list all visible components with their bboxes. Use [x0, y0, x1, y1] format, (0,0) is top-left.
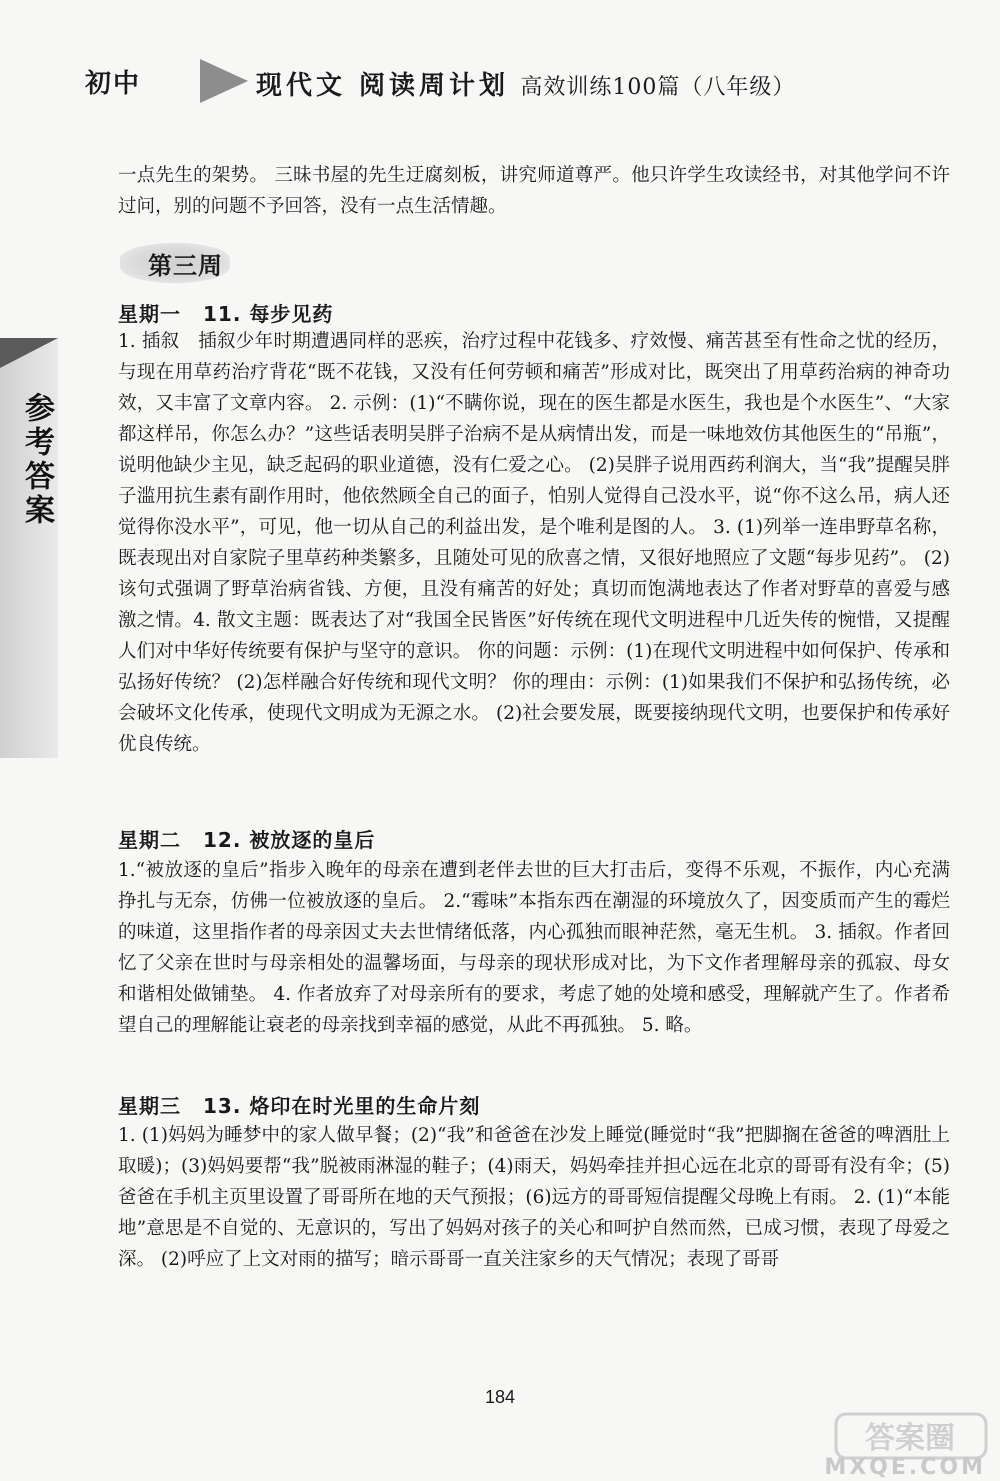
section-title: 13. 烙印在时光里的生命片刻 [203, 1094, 481, 1118]
section-day: 星期一 [118, 302, 181, 326]
header-title [256, 65, 795, 102]
section-answer-text: 1. 插叙 插叙少年时期遭遇同样的恶疾，治疗过程中花钱多、疗效慢、痛苦甚至有性命之忧的经历，与现在用草药治疗背花“既不花钱，又没有任何劳顿和痛苦”形成对比，既突出了用草药治病的神奇功效，又丰富了文章内容。 2. 示例：(1)“不瞒你说，现在的医生都是水医生，我也是个水医生”、“大家都这样吊，你怎么办？”这些话表明吴胖子治病不是从病情出发，而是一味地效仿其他医生的“吊瓶”，说明他缺少主见，缺乏起码的职业道德，没有仁爱之心。 (2)吴胖子说用西药利润大，当“我”提醒吴胖子滥用抗生素有副作用时，他依然顾全自己的面子，怕别人觉得自己没水平，说“你不这么吊，病人还觉得你没水平”，可见，他一切从自己的利益出发，是个唯利是图的人。 3. (1)列举一连串野草名称，既表现出对自家院子里草药种类繁多，且随处可见的欣喜之情，又很好地照应了文题“每步见药”。 (2)该句式强调了野草治病省钱、方便，且没有痛苦的好处；真切而饱满地表达了作者对野草的喜爱与感激之情。4. 散文主题：既表达了对“我国全民皆医”好传统在现代文明进程中几近失传的惋惜，又提醒人们对中华好传统要有保护与坚守的意识。 你的问题：示例：(1)在现代文明进程中如何保护、传承和弘扬好传统？ (2)怎样融合好传统和现代文明？ 你的理由：示例：(1)如果我们不保护和弘扬传统，必会破坏文化传承，使现代文明成为无源之水。 (2)社会要发展，既要接纳现代文明，也要保护和传承好优良传统。 [118, 331, 950, 755]
section-heading [118, 824, 375, 853]
section-heading [118, 298, 333, 327]
intro-paragraph: 一点先生的架势。 三昧书屋的先生迂腐刻板，讲究师道尊严。他只许学生攻读经书，对其他学问不许过问，别的问题不予回答，没有一点生活情趣。 [118, 165, 950, 217]
section-answer-text: 1.“被放逐的皇后”指步入晚年的母亲在遭到老伴去世的巨大打击后，变得不乐观，不振作，内心充满挣扎与无奈，仿佛一位被放逐的皇后。 2.“霉味”本指东西在潮湿的环境放久了，因变质而产生的霉烂的味道，这里指作者的母亲因丈夫去世情绪低落，内心孤独而眼神茫然，毫无生机。 3. 插叙。作者回忆了父亲在世时与母亲相处的温馨场面，与母亲的现状形成对比，为下文作者理解母亲的孤寂、母女和谐相处做铺垫。 4. 作者放弃了对母亲所有的要求，考虑了她的处境和感受，理解就产生了。作者希望自己的理解能让衰老的母亲找到幸福的感觉，从此不再孤独。 5. 略。 [118, 860, 950, 1036]
watermark-mark: 答案圈 [865, 1421, 955, 1456]
section-answer-block [118, 855, 950, 1041]
watermark-site: MXQE.COM [824, 1455, 986, 1480]
section-title: 12. 被放逐的皇后 [203, 828, 376, 852]
week-heading: 第三周 [148, 252, 223, 280]
side-tab-triangle-icon [0, 338, 58, 368]
header-level: 初中 [85, 69, 142, 99]
page-header [60, 55, 960, 105]
section-day: 星期二 [118, 828, 181, 852]
section-title: 11. 每步见药 [203, 302, 334, 326]
section-answer-block [118, 1120, 950, 1275]
header-triangle-icon [200, 59, 248, 103]
header-title-sub: 高效训练100篇（八年级） [520, 75, 796, 100]
section-answer-block [118, 326, 950, 760]
section-answer-text: 1. (1)妈妈为睡梦中的家人做早餐；(2)“我”和爸爸在沙发上睡觉(睡觉时“我”把脚搁在爸爸的啤酒肚上取暖)；(3)妈妈要帮“我”脱被雨淋湿的鞋子；(4)雨天，妈妈牵挂并担心远在北京的哥哥有没有伞；(5)爸爸在手机主页里设置了哥哥所在地的天气预报；(6)远方的哥哥短信提醒父母晚上有雨。 2. (1)“本能地”意思是不自觉的、无意识的，写出了妈妈对孩子的关心和呵护自然而然，已成习惯，表现了母爱之深。 (2)呼应了上文对雨的描写；暗示哥哥一直关注家乡的天气情况；表现了哥哥 [118, 1125, 950, 1270]
side-tab-label: 参考答案 [19, 392, 54, 528]
page-number: 184 [484, 1387, 516, 1407]
header-title-main: 现代文 阅读周计划 [256, 71, 510, 101]
section-day: 星期三 [118, 1094, 181, 1118]
intro-block [118, 160, 950, 222]
section-heading [118, 1090, 480, 1119]
